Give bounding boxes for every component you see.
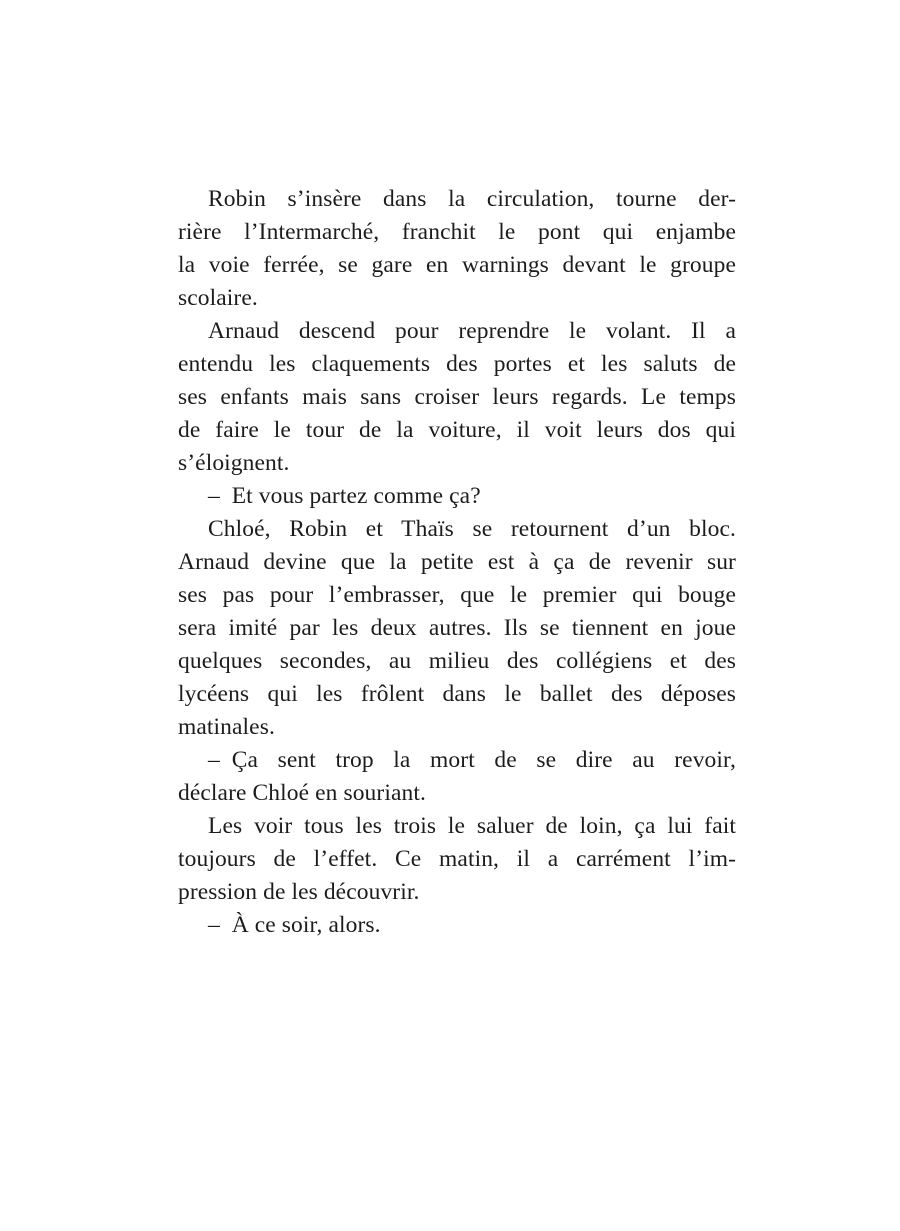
text-line: ses enfants mais sans croiser leurs regards. Le temps	[178, 384, 736, 410]
text-line: Les voir tous les trois le saluer de loin, ça lui fait	[208, 813, 736, 839]
paragraph	[178, 183, 736, 315]
text-line: matinales.	[178, 714, 275, 740]
text-line: – Ça sent trop la mort de se dire au revoir,	[208, 747, 736, 773]
text-line: entendu les claquements des portes et les saluts de	[178, 351, 736, 377]
text-line: ses pas pour l’embrasser, que le premier qui bouge	[178, 582, 736, 608]
text-line: quelques secondes, au milieu des collégiens et des	[178, 648, 736, 674]
paragraph	[178, 810, 736, 909]
text-line: pression de les découvrir.	[178, 879, 420, 905]
text-line: Chloé, Robin et Thaïs se retournent d’un bloc.	[208, 516, 736, 542]
text-line: la voie ferrée, se gare en warnings devant le groupe	[178, 252, 736, 278]
text-line: Arnaud devine que la petite est à ça de revenir sur	[178, 549, 736, 575]
text-block	[178, 183, 736, 942]
dialogue-paragraph	[178, 744, 736, 810]
text-line: lycéens qui les frôlent dans le ballet des déposes	[178, 681, 736, 707]
paragraph	[178, 513, 736, 744]
dialogue-paragraph	[178, 909, 736, 942]
text-line: déclare Chloé en souriant.	[178, 780, 426, 806]
text-line: Arnaud descend pour reprendre le volant. Il a	[208, 318, 736, 344]
text-line: sera imité par les deux autres. Ils se tiennent en joue	[178, 615, 736, 641]
text-line: rière l’Intermarché, franchit le pont qui enjambe	[178, 219, 736, 245]
text-line: de faire le tour de la voiture, il voit leurs dos qui	[178, 417, 736, 443]
text-line: toujours de l’effet. Ce matin, il a carrément l’im-	[178, 846, 736, 872]
dialogue-paragraph	[178, 480, 736, 513]
text-line: s’éloignent.	[178, 450, 290, 476]
text-line: Robin s’insère dans la circulation, tourne der-	[208, 186, 736, 212]
text-line: – À ce soir, alors.	[208, 912, 381, 938]
paragraph	[178, 315, 736, 480]
text-line: scolaire.	[178, 285, 258, 311]
text-line: – Et vous partez comme ça?	[208, 483, 481, 509]
